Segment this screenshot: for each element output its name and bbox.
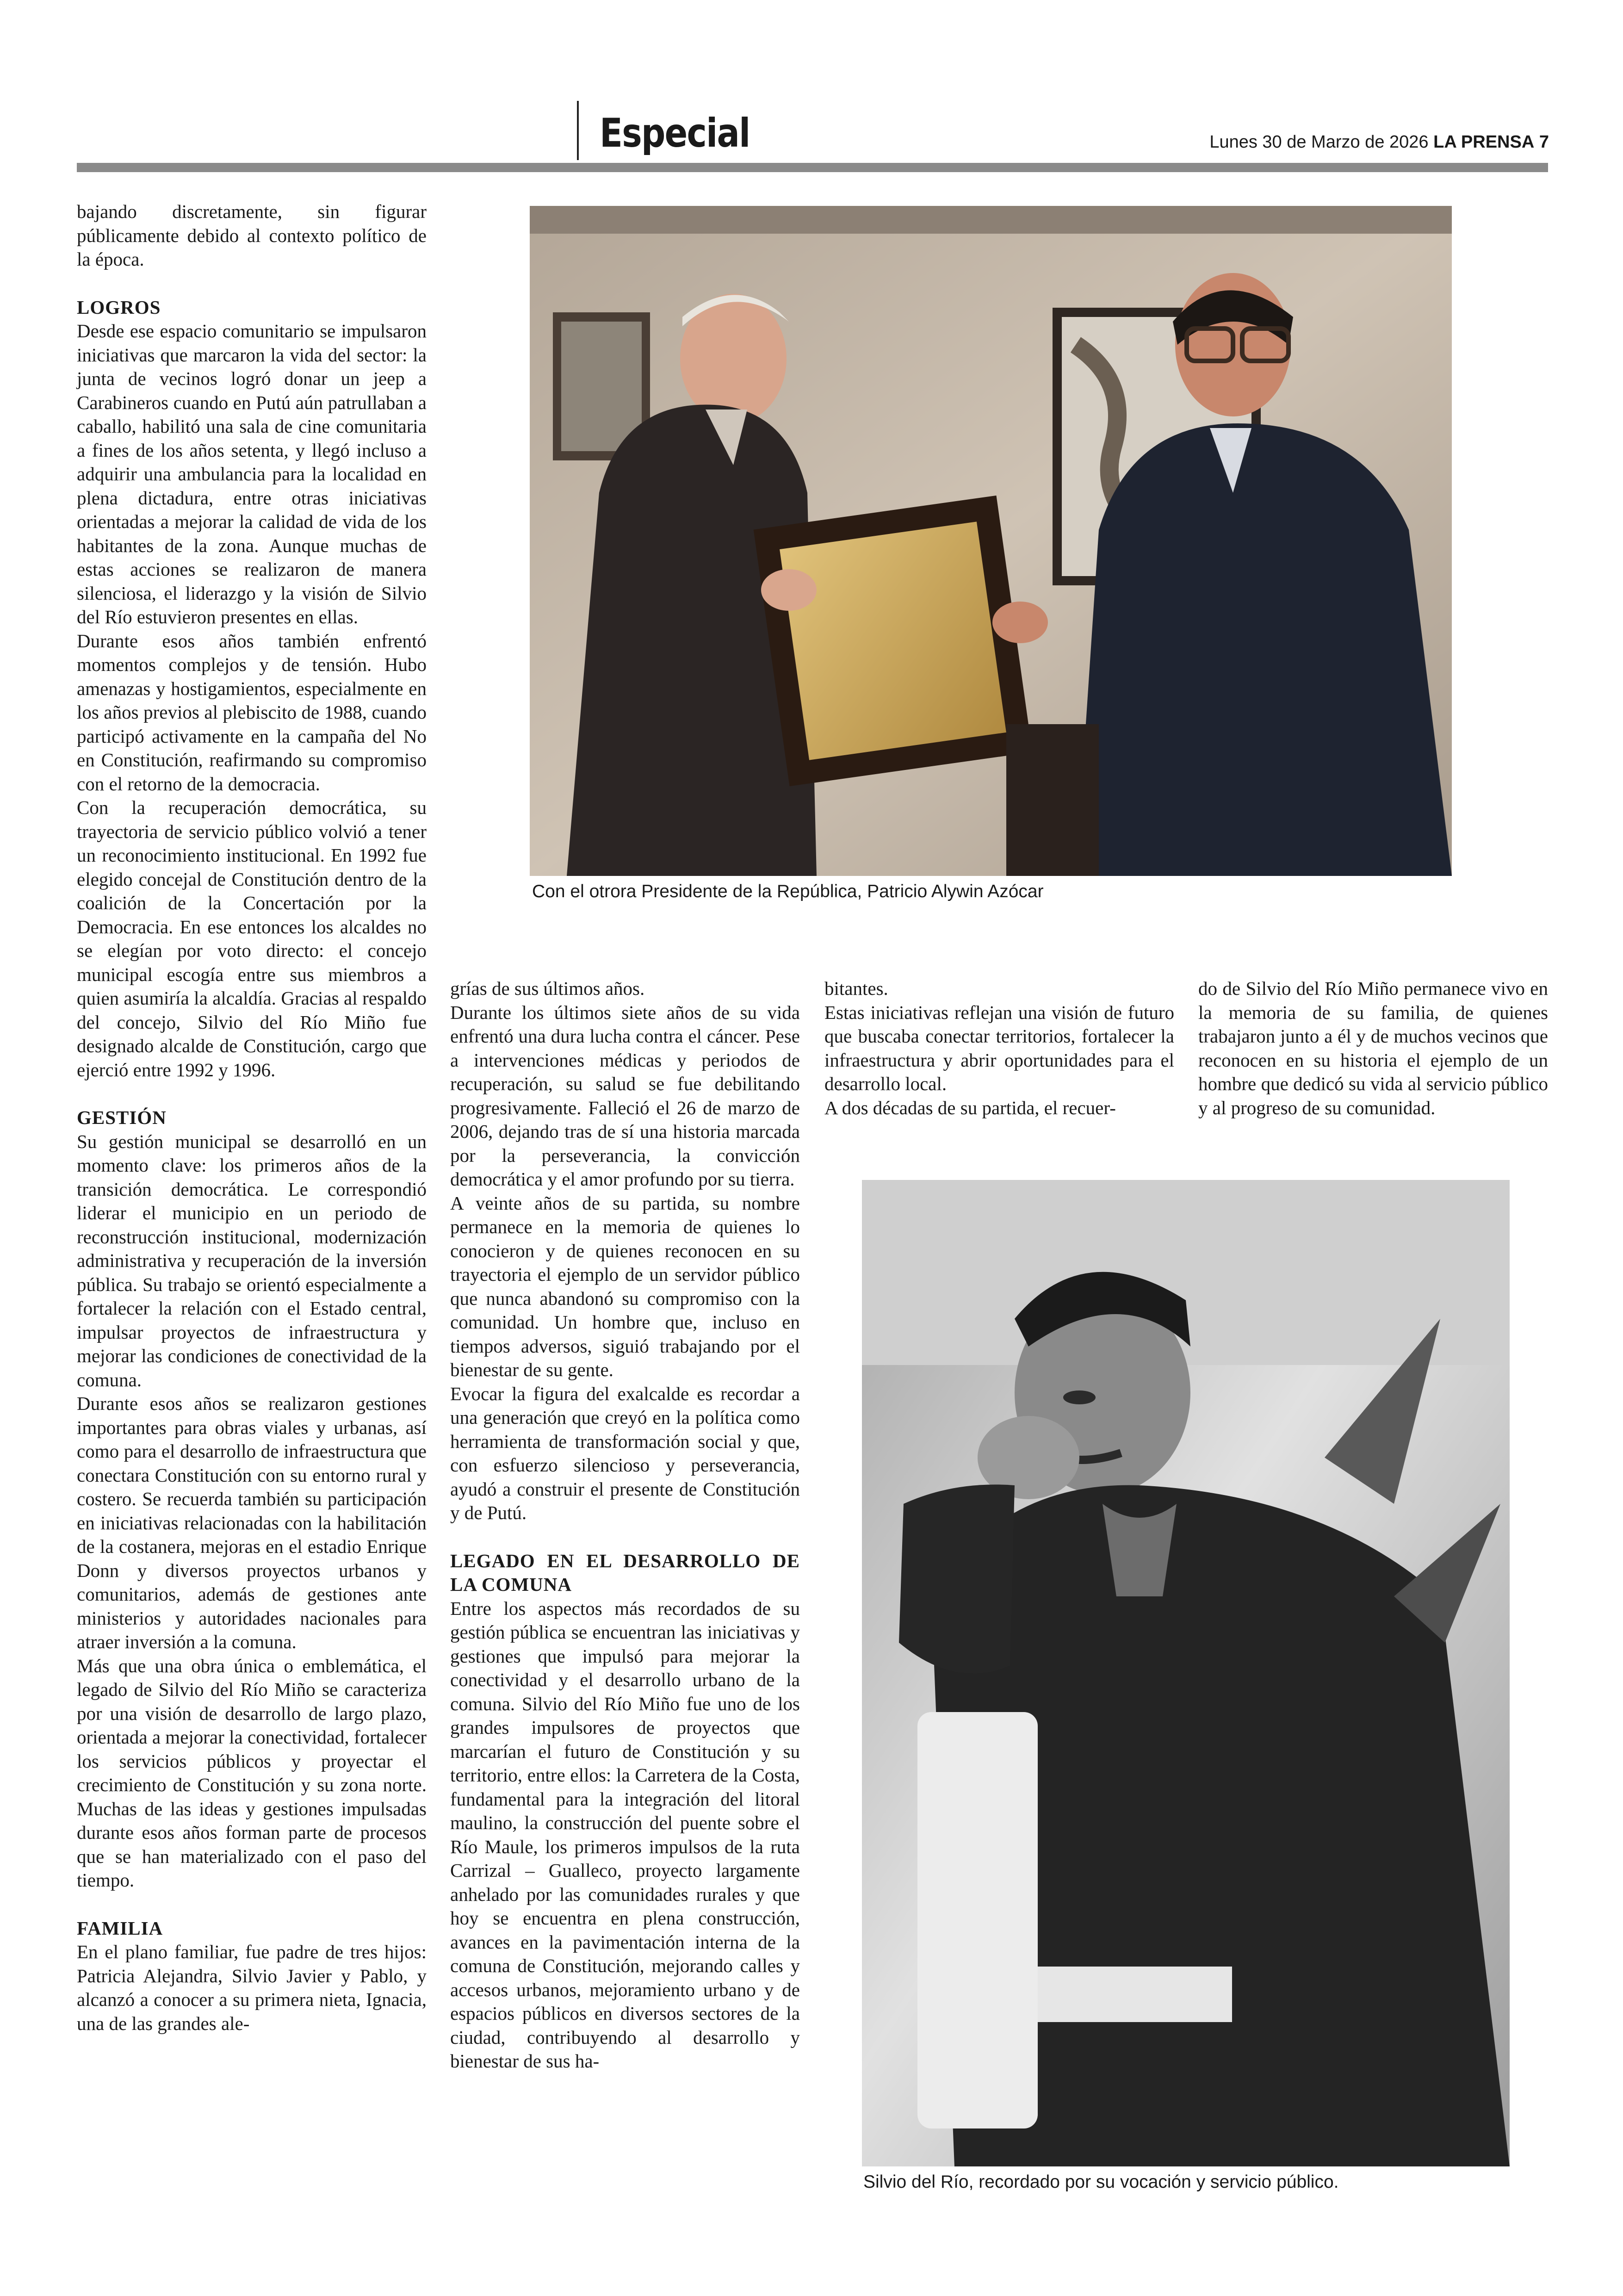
photo-illustration	[530, 206, 1452, 876]
paragraph: Durante los últimos siete años de su vida enfrentó una dura lucha contra el cáncer. Pese a intervenciones médicas y periodos de recuperación, su salud se fue debilitando progresivamente. Falleció el 26 de marzo de 2006, dejando tras de sí una historia marcada por la perseverancia, la convicción democrática y el amor profundo por su tierra.	[450, 1001, 800, 1190]
dateline	[1209, 132, 1549, 152]
newspaper-name: LA PRENSA	[1433, 132, 1535, 152]
paragraph: Más que una obra única o emblemática, el legado de Silvio del Río Miño se caracteriza por una visión de desarrollo de largo plazo, orientada a mejorar la conectividad, fortalecer los servicios públicos y proyectar el crecimiento de Constitución y su zona norte. Muchas de las ideas y gestiones impulsadas durante esos años forman parte de procesos que se han materializado con el paso del tiempo.	[77, 1655, 427, 1891]
portrait-illustration	[862, 1180, 1510, 2166]
paragraph: Su gestión municipal se desarrolló en un momento clave: los primeros años de la transición democrática. Le correspondió liderar el municipio en un periodo de reconstrucción institucional, modernización administrativa y recuperación de la inversión pública. Su trabajo se orientó especialmente a fortalecer la relación con el Estado central, impulsar proyectos de infraestructura y mejorar las condiciones de conectividad de la comuna.	[77, 1130, 427, 1390]
photo-president-ceremony	[530, 206, 1452, 876]
paragraph: Con la recuperación democrática, su trayectoria de servicio público volvió a tener un reconocimiento institucional. En 1992 fue elegido concejal de Constitución dentro de la coalición de la Concertación por la Democracia. En ese entonces los alcaldes no se elegían por voto directo: el concejo municipal escogía entre sus miembros a quien asumiría la alcaldía. Gracias al respaldo del concejo, Silvio del Río Miño fue designado alcalde de Constitución, cargo que ejerció entre 1992 y 1996.	[77, 797, 427, 1080]
paragraph: bitantes.	[824, 978, 888, 999]
caption-bottom-photo: Silvio del Río, recordado por su vocación y servicio público.	[863, 2172, 1339, 2192]
column-2	[450, 977, 800, 2073]
paragraph: Desde ese espacio comunitario se impulsaron iniciativas que marcaron la vida del sector: la junta de vecinos logró donar un jeep a Carabineros cuando en Putú aún patrullaban a caballo, habilitó una sala de cine comunitaria a fines de los años setenta, y llegó incluso a adquirir una ambulancia para la localidad en plena dictadura, entre otras iniciativas orientadas a mejorar la calidad de vida de los habitantes de la zona. Aunque muchas de estas acciones se realizaron de manera silenciosa, el liderazgo y la visión de Silvio del Río estuvieron presentes en ellas.	[77, 320, 427, 627]
issue-date: Lunes 30 de Marzo de 2026	[1209, 132, 1429, 152]
paragraph: Evocar la figura del exalcalde es recordar a una generación que creyó en la política como herramienta de transformación social y que, con esfuerzo silencioso y perseverancia, ayudó a construir el presente de Constitución y de Putú.	[450, 1383, 800, 1523]
photo-silvio-portrait	[862, 1180, 1510, 2166]
paragraph: A veinte años de su partida, su nombre permanece en la memoria de quienes lo conocieron y de quienes reconocen en su trayectoria el ejemplo de un servidor público que nunca abandonó su compromiso con la comunidad. Un hombre que, incluso en tiempos adversos, siguió trabajando por el bienestar de su gente.	[450, 1192, 800, 1380]
paragraph: do de Silvio del Río Miño permanece vivo en la memoria de su familia, de quienes trabajaron junto a él y de muchos vecinos que reconocen en su historia el ejemplo de un hombre que dedicó su vida al servicio público y al progreso de su comunidad.	[1198, 978, 1548, 1118]
header-bar	[77, 163, 1548, 172]
caption-top-photo: Con el otrora Presidente de la República, Patricio Alywin Azócar	[532, 881, 1044, 901]
column-3	[824, 977, 1174, 1120]
paragraph: En el plano familiar, fue padre de tres hijos: Patricia Alejandra, Silvio Javier y Pablo, y alcanzó a conocer a su primera nieta, Ignacia, una de las grandes ale-	[77, 1941, 427, 2034]
page-number: 7	[1539, 132, 1549, 152]
paragraph: bajando discretamente, sin figurar públicamente debido al contexto político de la época.	[77, 201, 427, 270]
subheading-gestion: GESTIÓN	[77, 1107, 167, 1128]
subheading-logros: LOGROS	[77, 296, 161, 318]
paragraph: Estas iniciativas reflejan una visión de futuro que buscaba conectar territorios, fortalecer la infraestructura y abrir oportunidades para el desarrollo local.	[824, 1001, 1174, 1094]
paragraph: Entre los aspectos más recordados de su gestión pública se encuentran las iniciativas y gestiones que impulsó para mejorar la conectividad y el desarrollo urbano de la comuna. Silvio del Río Miño fue uno de los grandes impulsores de proyectos que marcarían el futuro de Constitución y su territorio, entre ellos: la Carretera de la Costa, fundamental para la integración del litoral maulino, la construcción del puente sobre el Río Maule, los primeros impulsos de la ruta Carrizal – Gualleco, proyecto largamente anhelado por las comunidades rurales y que hoy se encuentra en plena construcción, avances en la pavimentación interna de la comuna de Constitución, mejorando calles y accesos urbanos, mejoramiento urbano y de espacios públicos en diversos sectores de la ciudad, contribuyendo al desarrollo y bienestar de sus ha-	[450, 1597, 800, 2072]
paragraph: Durante esos años también enfrentó momentos complejos y de tensión. Hubo amenazas y hostigamientos, especialmente en los años previos al plebiscito de 1988, cuando participó activamente en la campaña del No en Constitución, reafirmando su compromiso con el retorno de la democracia.	[77, 630, 427, 794]
column-4	[1198, 977, 1548, 1120]
section-title: Especial	[600, 110, 750, 156]
subheading-familia: FAMILIA	[77, 1917, 163, 1939]
paragraph: Durante esos años se realizaron gestiones importantes para obras viales y urbanas, así como para el desarrollo de infraestructura que conectara Constitución con su entorno rural y costero. Se recuerda también su participación en iniciativas relacionadas con la habilitación de la costanera, mejoras en el estadio Enrique Donn y diversos proyectos urbanos y comunitarios, además de gestiones ante ministerios y autoridades nacionales para atraer inversión a la comuna.	[77, 1393, 427, 1652]
subheading-legado: LEGADO EN EL DESARROLLO DE LA COMUNA	[450, 1550, 800, 1595]
header-divider	[577, 101, 579, 160]
column-1	[77, 200, 427, 2035]
paragraph: A dos décadas de su partida, el recuer-	[824, 1097, 1116, 1118]
paragraph: grías de sus últimos años.	[450, 978, 645, 999]
